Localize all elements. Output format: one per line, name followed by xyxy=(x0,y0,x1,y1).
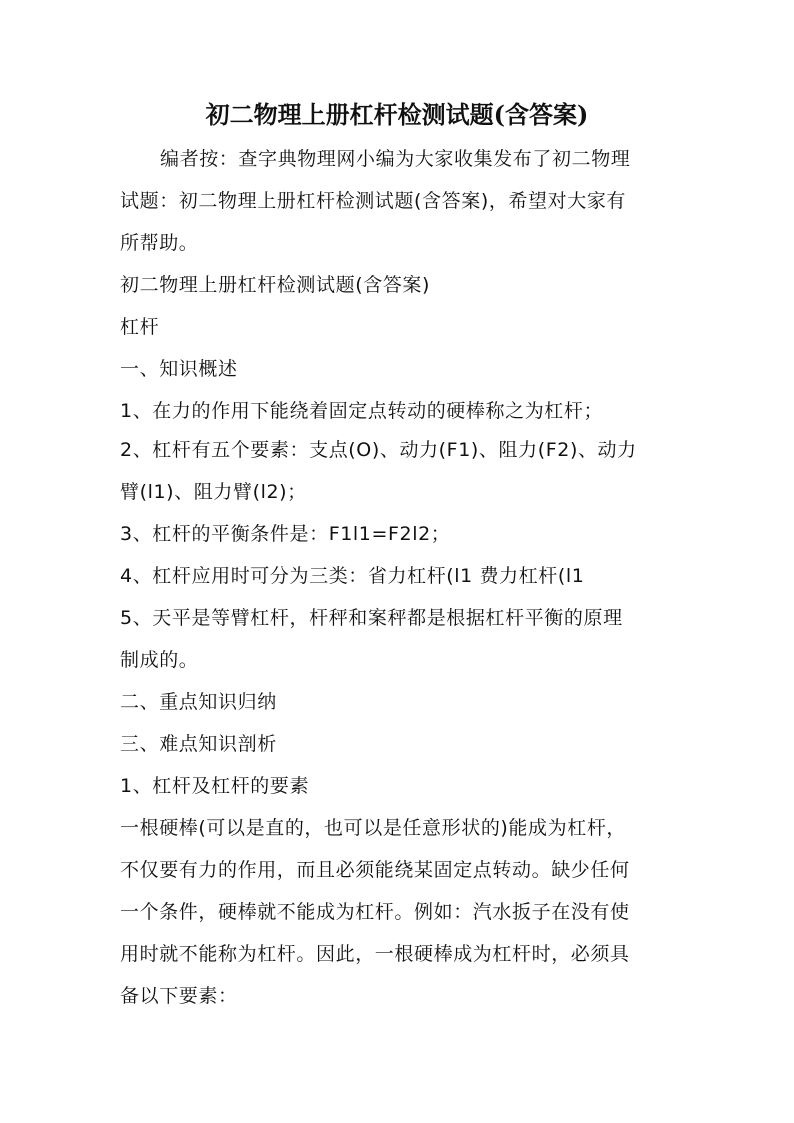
section-heading: 二、重点知识归纳 xyxy=(120,691,277,713)
paragraph-line: 所帮助。 xyxy=(120,232,199,254)
list-item-continuation: 臂(l1)、阻力臂(l2)； xyxy=(120,481,307,503)
list-item: 2、杠杆有五个要素：支点(O)、动力(F1)、阻力(F2)、动力 xyxy=(120,439,637,461)
paragraph-line: 用时就不能称为杠杆。因此，一根硬棒成为杠杆时，必须具 xyxy=(120,943,630,965)
sub-heading: 1、杠杆及杠杆的要素 xyxy=(120,775,310,797)
list-item: 1、在力的作用下能绕着固定点转动的硬棒称之为杠杆； xyxy=(120,400,604,422)
subtitle-line: 初二物理上册杠杆检测试题(含答案) xyxy=(120,274,431,296)
section-heading: 杠杆 xyxy=(120,316,160,338)
list-item: 4、杠杆应用时可分为三类：省力杠杆(l1 费力杠杆(l1 xyxy=(120,565,585,587)
paragraph-line: 一根硬棒(可以是直的，也可以是任意形状的)能成为杠杆， xyxy=(120,817,627,839)
section-heading: 一、知识概述 xyxy=(120,358,238,380)
paragraph-line: 备以下要素： xyxy=(120,985,238,1007)
document-title: 初二物理上册杠杆检测试题(含答案) xyxy=(205,100,589,129)
paragraph-line: 编者按：查字典物理网小编为大家收集发布了初二物理 xyxy=(160,148,631,170)
paragraph-line: 不仅要有力的作用，而且必须能绕某固定点转动。缺少任何 xyxy=(120,859,630,881)
list-item-continuation: 制成的。 xyxy=(120,649,199,671)
list-item: 5、天平是等臂杠杆，杆秤和案秤都是根据杠杆平衡的原理 xyxy=(120,607,623,629)
section-heading: 三、难点知识剖析 xyxy=(120,733,277,755)
paragraph-line: 试题：初二物理上册杠杆检测试题(含答案)，希望对大家有 xyxy=(120,190,627,212)
paragraph-line: 一个条件，硬棒就不能成为杠杆。例如：汽水扳子在没有使 xyxy=(120,901,630,923)
list-item: 3、杠杆的平衡条件是：F1l1=F2l2； xyxy=(120,523,451,545)
